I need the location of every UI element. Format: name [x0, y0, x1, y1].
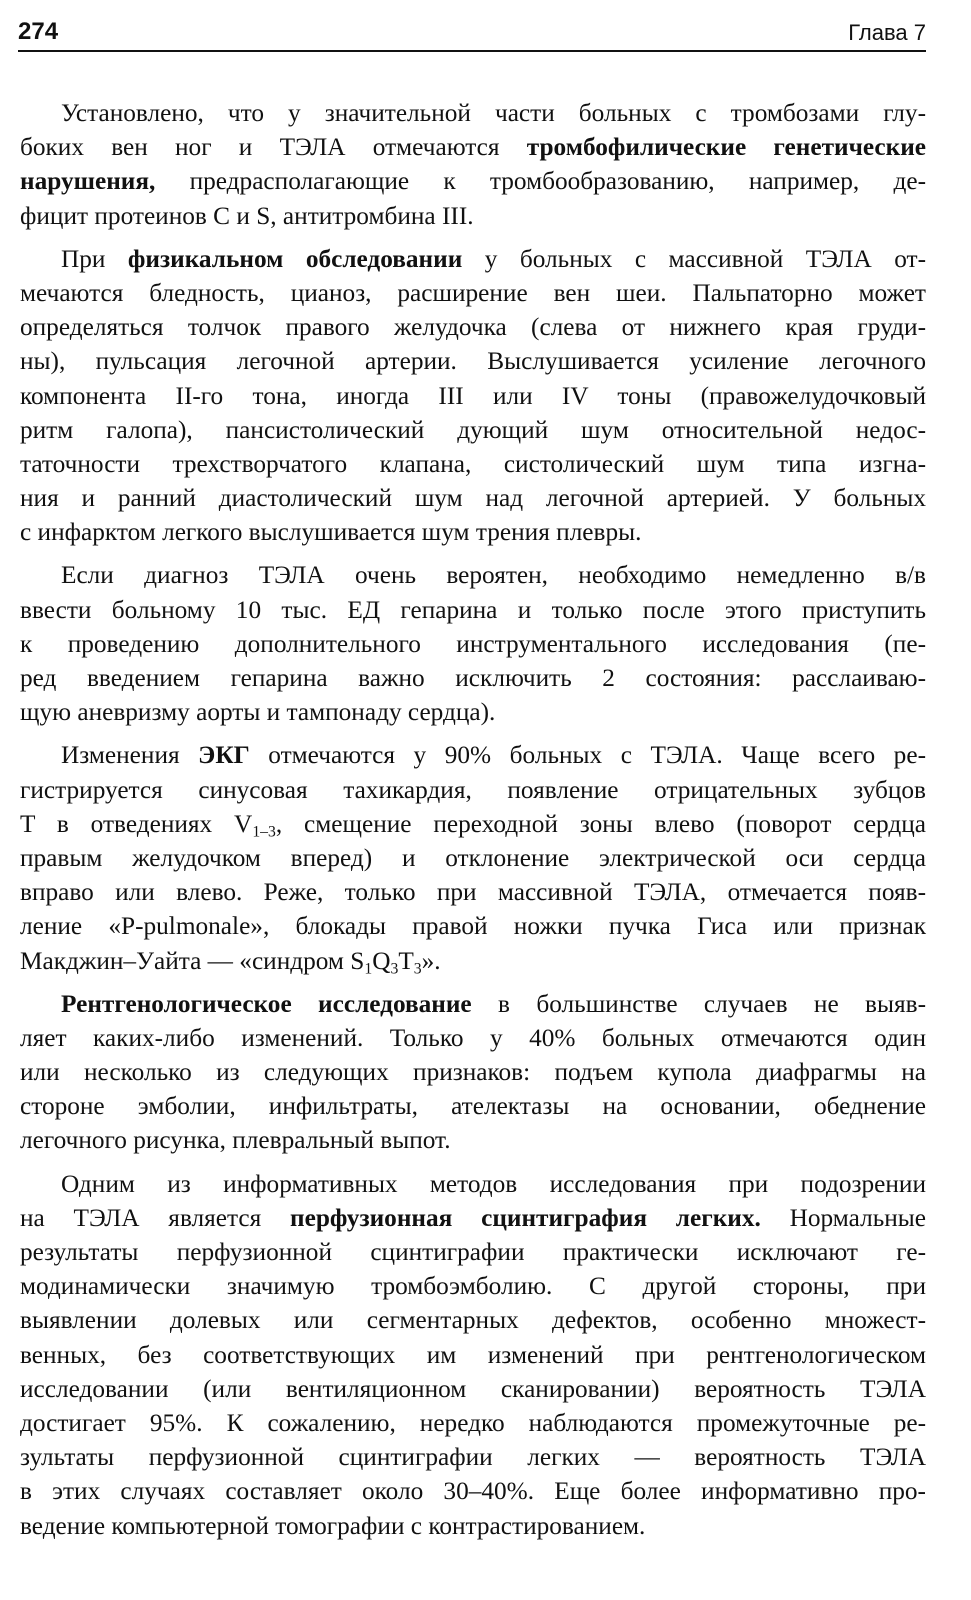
text-line — [20, 1406, 926, 1440]
bold-term: перфузионная сцинтиграфия легких. — [290, 1203, 761, 1232]
text-run: компонента II-го тона, иногда III или IV тоны (правожелудочковый — [20, 381, 926, 410]
text-line — [20, 987, 926, 1021]
text-run: ». — [421, 946, 441, 975]
text-line — [20, 1338, 926, 1372]
text-run: Нормальные — [760, 1203, 926, 1232]
text-run: Одним из информативных методов исследования при подозрении — [61, 1169, 926, 1198]
text-run: вправо или влево. Реже, только при массивной ТЭЛА, отмечается появ- — [20, 878, 926, 907]
text-run: исследовании (или вентиляционном сканировании) вероятность ТЭЛА — [20, 1374, 926, 1403]
text-run: При — [61, 244, 128, 273]
text-line — [20, 807, 926, 841]
text-run: мечаются бледность, цианоз, расширение вен шеи. Пальпаторно может — [20, 278, 926, 307]
text-line — [20, 379, 926, 413]
text-run: выявлении долевых или сегментарных дефектов, особенно множест- — [20, 1306, 926, 1335]
text-line — [20, 96, 926, 130]
text-line — [20, 1089, 926, 1123]
text-run: T в отведениях V — [20, 809, 253, 838]
text-run: ния и ранний диастолический шум над легочной артерией. У больных — [20, 484, 926, 513]
text-line — [20, 1269, 926, 1303]
text-run: стороне эмболии, инфильтраты, ателектазы на основании, обеднение — [20, 1092, 926, 1121]
text-run: к проведению дополнительного инструментального исследования (пе- — [20, 629, 926, 658]
bold-term: Рентгенологическое исследование — [61, 989, 472, 1018]
text-run: Q — [372, 946, 391, 975]
text-run: в большинстве случаев не выяв- — [471, 989, 927, 1018]
text-run: ведение компьютерной томографии с контрастированием. — [20, 1511, 646, 1540]
text-line — [20, 515, 926, 549]
text-run: ление «P-pulmonale», блокады правой ножки пучка Гиса или признак — [20, 912, 926, 941]
chapter-title: Глава 7 — [848, 20, 926, 45]
text-line — [20, 593, 926, 627]
paragraph — [20, 96, 926, 233]
bold-term: тромбофилические генетические — [526, 133, 926, 162]
text-run: венных, без соответствующих им изменений при рентгенологическом — [20, 1340, 926, 1369]
text-run: ляет каких-либо изменений. Только у 40% больных отмечаются один — [20, 1023, 926, 1052]
text-line — [20, 481, 926, 515]
text-line — [20, 695, 926, 729]
body-text — [20, 96, 926, 1543]
text-run: ны), пульсация легочной артерии. Выслушивается усиление легочного — [20, 347, 926, 376]
paragraph — [20, 738, 926, 977]
text-run: T — [398, 946, 414, 975]
paragraph — [20, 242, 926, 550]
text-line — [20, 344, 926, 378]
text-run: зультаты перфузионной сцинтиграфии легких — вероятность ТЭЛА — [20, 1443, 926, 1472]
bold-term: нарушения, — [20, 167, 156, 196]
text-line — [20, 1021, 926, 1055]
text-run: отмечаются у 90% больных с ТЭЛА. Чаще всего ре- — [249, 741, 926, 770]
subscript: 3 — [413, 960, 422, 978]
text-run: Установлено, что у значительной части больных с тромбозами глу- — [61, 99, 926, 127]
text-run: предрасполагающие к тромбообразованию, например, де- — [155, 167, 926, 196]
text-run: фицит протеинов С и S, антитромбина III. — [20, 201, 474, 230]
text-run: Если диагноз ТЭЛА очень вероятен, необходимо немедленно в/в — [61, 561, 926, 590]
text-run: результаты перфузионной сцинтиграфии практически исключают ге- — [20, 1238, 926, 1266]
text-line — [20, 1440, 926, 1474]
subscript: 3 — [390, 960, 399, 978]
bold-term: ЭКГ — [198, 741, 250, 770]
text-run: ввести больному 10 тыс. ЕД гепарина и только после этого приступить — [20, 595, 926, 624]
text-line — [20, 310, 926, 344]
text-line — [20, 841, 926, 875]
text-line — [20, 1055, 926, 1089]
text-run: на ТЭЛА является — [20, 1203, 291, 1232]
text-run: боких вен ног и ТЭЛА отмечаются — [20, 133, 527, 162]
text-line — [20, 1167, 926, 1201]
paragraph — [20, 558, 926, 729]
text-line — [20, 242, 926, 276]
text-line — [20, 738, 926, 772]
text-line — [20, 1201, 926, 1235]
text-line — [20, 1123, 926, 1157]
text-line — [20, 164, 926, 198]
text-line — [20, 276, 926, 310]
text-line — [20, 875, 926, 909]
subscript: 1 — [364, 960, 373, 978]
text-line — [20, 661, 926, 695]
page-number: 274 — [18, 18, 59, 45]
text-run: щую аневризму аорты и тампонаду сердца). — [20, 698, 496, 727]
text-line — [20, 447, 926, 481]
text-run: или несколько из следующих признаков: подъем купола диафрагмы на — [20, 1058, 926, 1087]
page-header — [18, 14, 926, 52]
text-run: у больных с массивной ТЭЛА от- — [462, 244, 926, 273]
text-line — [20, 1303, 926, 1337]
bold-term: физикальном обследовании — [127, 244, 463, 273]
text-run: таточности трехстворчатого клапана, систолический шум типа изгна- — [20, 449, 926, 478]
paragraph — [20, 1167, 926, 1543]
text-line — [20, 944, 926, 978]
text-run: ред введением гепарина важно исключить 2 состояния: расслаиваю- — [20, 664, 926, 692]
text-line — [20, 199, 926, 233]
text-line — [20, 1509, 926, 1543]
text-line — [20, 1372, 926, 1406]
paragraph — [20, 987, 926, 1158]
text-line — [20, 773, 926, 807]
subscript: 1–3 — [252, 823, 276, 841]
text-run: в этих случаях составляет около 30–40%. Еще более информативно про- — [20, 1477, 926, 1506]
text-run: Изменения — [61, 741, 199, 770]
text-run: достигает 95%. К сожалению, нередко наблюдаются промежуточные ре- — [20, 1408, 926, 1437]
text-line — [20, 130, 926, 164]
text-run: модинамически значимую тромбоэмболию. С другой стороны, при — [20, 1272, 926, 1301]
text-run: ритм галопа), пансистолический дующий шум относительной недос- — [20, 415, 926, 444]
text-run: правым желудочком вперед) и отклонение электрической оси сердца — [20, 843, 926, 872]
text-line — [20, 1474, 926, 1508]
text-line — [20, 627, 926, 661]
text-line — [20, 909, 926, 943]
text-line — [20, 558, 926, 592]
text-run: Макджин–Уайта — «синдром S — [20, 946, 365, 975]
text-run: гистрируется синусовая тахикардия, появление отрицательных зубцов — [20, 775, 926, 804]
text-run: , смещение переходной зоны влево (поворот сердца — [275, 809, 926, 838]
text-line — [20, 413, 926, 447]
text-run: легочного рисунка, плевральный выпот. — [20, 1126, 451, 1155]
text-line — [20, 1235, 926, 1269]
text-run: с инфарктом легкого выслушивается шум трения плевры. — [20, 518, 642, 547]
text-run: определяться толчок правого желудочка (слева от нижнего края груди- — [20, 313, 926, 342]
